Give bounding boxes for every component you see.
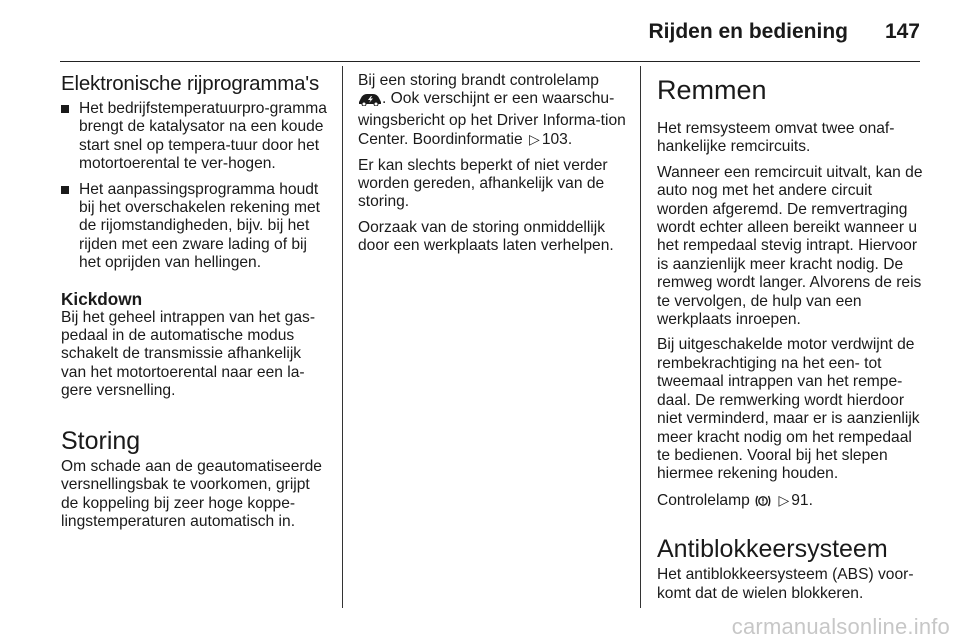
- paragraph: Het antiblokkeersysteem (ABS) voor-komt dat de wielen blokkeren.: [657, 566, 914, 602]
- page-header: [60, 0, 920, 62]
- text-run: Controlelamp: [657, 491, 750, 509]
- page-reference[interactable]: 91.: [791, 491, 813, 509]
- paragraph: Oorzaak van de storing onmiddellijk door een werkplaats laten verhelpen.: [358, 218, 614, 255]
- column-2: [358, 72, 626, 263]
- list-item: [61, 181, 327, 273]
- section-heading-rijprogrammas: Elektronische rijprogramma's: [61, 72, 320, 95]
- brake-warning-icon: [754, 494, 772, 513]
- paragraph: Er kan slechts beperkt of niet verder worden gereden, afhankelijk van de storing.: [358, 156, 608, 211]
- storing-text: Om schade aan de geautomatiseerde versnellingsbak te voorkomen, grijpt de koppeling bij zeer hoge koppe-lingstemperaturen automatisch in.: [61, 457, 322, 530]
- page-number: 147: [884, 20, 920, 43]
- column-1: [61, 72, 327, 538]
- paragraph: Bij uitgeschakelde motor verdwijnt de rembekrachtiging na het een- tot tweemaal intrappen van het rempe-daal. De remwerking wordt hierdoor niet verminderd, maar er is aanzienlijk meer kracht nodig om het rempedaal te bedienen. Vooral bij het slepen hiermee rekening houden.: [657, 336, 920, 483]
- storing-paragraph: [358, 72, 626, 150]
- column-divider: [342, 66, 343, 608]
- controlelamp-paragraph: [657, 491, 923, 513]
- section-heading-remmen: Remmen: [657, 75, 767, 105]
- section-heading-abs: Antiblokkeersysteem: [657, 535, 888, 564]
- kickdown-text: Bij het geheel intrappen van het gas-pedaal in de automatische modus schakelt de transmissie afhankelijk van het motortoerental naar een la-gere versnelling.: [61, 308, 316, 400]
- text-run: Bij een storing brandt controlelamp: [358, 72, 599, 89]
- section-heading-storing: Storing: [61, 426, 141, 455]
- list-item-text: Het bedrijfstemperatuurpro-gramma brengt de katalysator na een koude start snel op tempera-tuur door het motortoerental te ver-hogen.: [79, 100, 327, 173]
- text-run: . Ook verschijnt er een waarschu-wingsbericht op het Driver Informa-tion Center. Boordinformatie: [358, 90, 626, 149]
- list-item: [61, 100, 327, 174]
- column-3: [657, 72, 923, 610]
- watermark: carmanualsonline.info: [731, 614, 950, 639]
- page-reference[interactable]: 103.: [541, 131, 573, 149]
- bullet-icon: [61, 186, 69, 194]
- page-reference-icon: ▷: [778, 491, 790, 508]
- subheading-kickdown: Kickdown: [61, 288, 143, 309]
- bullet-icon: [61, 105, 69, 113]
- list-item-text: Het aanpassingsprogramma houdt bij het overschakelen rekening met de rijomstandigheden, bijv. bij het rijden met een zware lading of bij het oprijden van hellingen.: [79, 180, 320, 272]
- column-divider: [640, 66, 641, 608]
- page-reference-icon: ▷: [529, 131, 540, 148]
- paragraph: Het remsysteem omvat twee onaf-hankelijke remcircuits.: [657, 120, 895, 156]
- paragraph: Wanneer een remcircuit uitvalt, kan de auto nog met het andere circuit worden afgeremd. De remvertraging wordt echter alleen bereikt wanneer u het rempedaal stevig intrapt. Hiervoor is aanzienlijk meer kracht nodig. De remweg wordt langer. Alvorens de reis te vervolgen, de hulp van een werkplaats inroepen.: [657, 163, 923, 329]
- car-warning-icon: [358, 93, 382, 111]
- header-title: Rijden en bediening: [648, 20, 848, 43]
